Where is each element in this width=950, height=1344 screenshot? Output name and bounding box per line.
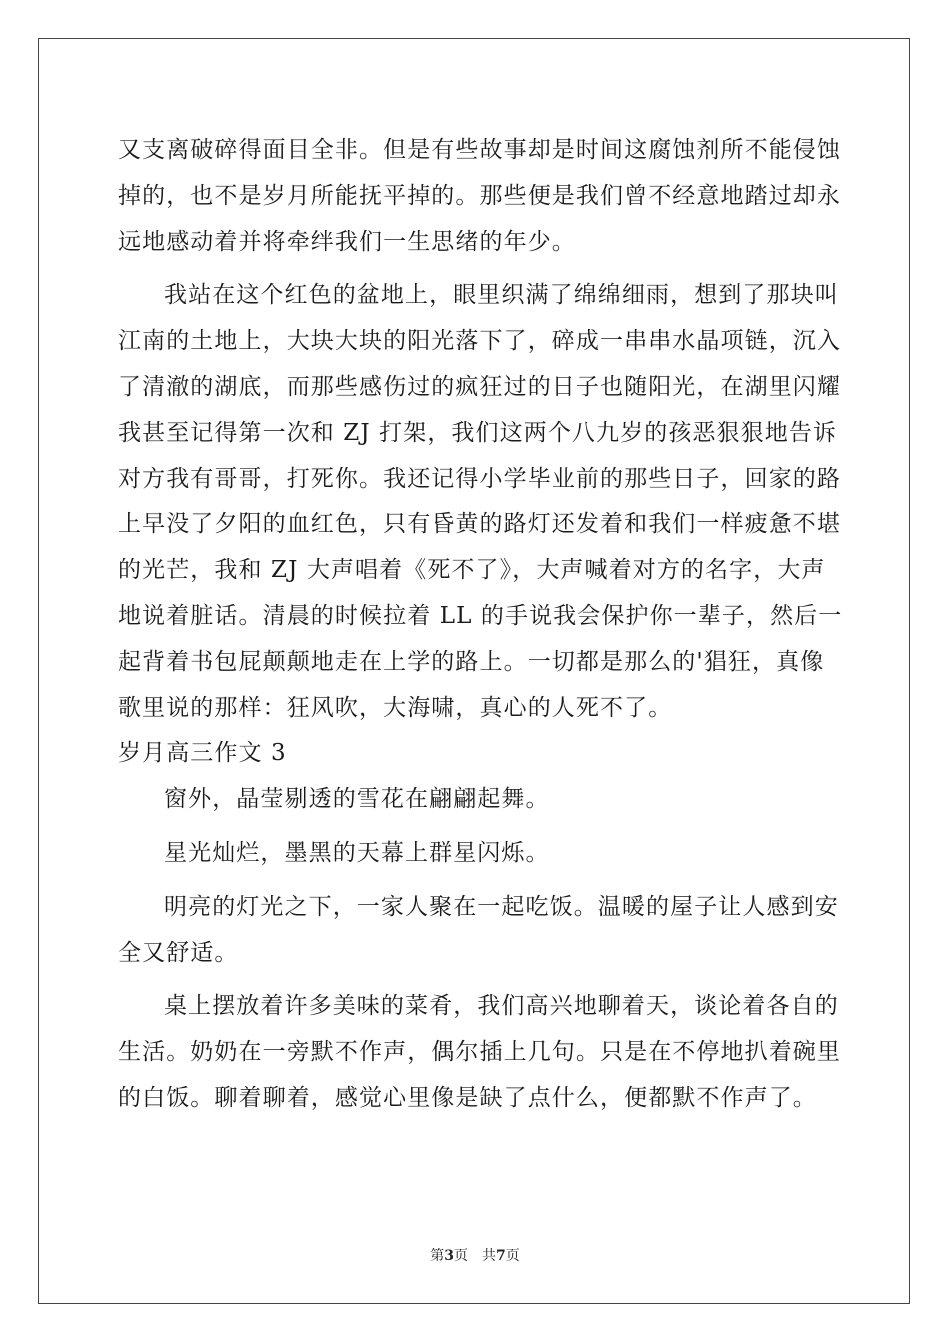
paragraph-start-line: 桌上摆放着许多美味的菜肴，我们高兴地聊着天，谈论着各自的 bbox=[164, 993, 839, 1020]
text-line: 地说着脏话。清晨的时候拉着 LL 的手说我会保护你一辈子，然后一 bbox=[118, 602, 843, 629]
page-unit: 页 bbox=[454, 1248, 468, 1264]
text-line: 掉的，也不是岁月所能抚平掉的。那些便是我们曾不经意地踏过却永 bbox=[118, 182, 841, 209]
page-footer bbox=[0, 1245, 950, 1265]
paragraph-start-line: 星光灿烂，墨黑的天幕上群星闪烁。 bbox=[164, 839, 550, 866]
paragraph-start-line: 明亮的灯光之下，一家人聚在一起吃饭。温暖的屋子让人感到安 bbox=[164, 893, 839, 920]
total-prefix: 共 bbox=[482, 1248, 496, 1264]
text-line: 上早没了夕阳的血红色，只有昏黄的路灯还发着和我们一样疲惫不堪 bbox=[118, 511, 841, 538]
text-line: 我甚至记得第一次和 ZJ 打架，我们这两个八九岁的孩恶狠狠地告诉 bbox=[118, 419, 838, 446]
text-line: 生活。奶奶在一旁默不作声，偶尔插上几句。只是在不停地扒着碗里 bbox=[118, 1039, 841, 1066]
text-line: 江南的土地上，大块大块的阳光落下了，碎成一串串水晶项链，沉入 bbox=[118, 328, 841, 355]
document-body bbox=[118, 128, 843, 1122]
text-line: 的光芒，我和 ZJ 大声唱着《死不了》，大声喊着对方的名字，大声 bbox=[118, 557, 826, 584]
text-line: 又支离破碎得面目全非。但是有些故事却是时间这腐蚀剂所不能侵蚀 bbox=[118, 137, 841, 163]
text-line: 全又舒适。 bbox=[118, 939, 239, 966]
text-line: 的白饭。聊着聊着，感觉心里像是缺了点什么，便都默不作声了。 bbox=[118, 1084, 817, 1111]
current-page-number: 3 bbox=[444, 1248, 454, 1264]
text-line: 歌里说的那样：狂风吹，大海啸，真心的人死不了。 bbox=[118, 694, 673, 721]
paragraph-start-line: 我站在这个红色的盆地上，眼里织满了绵绵细雨，想到了那块叫 bbox=[164, 282, 839, 309]
page-prefix: 第 bbox=[430, 1248, 445, 1264]
text-line: 远地感动着并将牵绊我们一生思绪的年少。 bbox=[118, 228, 576, 255]
total-page-number: 7 bbox=[496, 1248, 506, 1264]
total-unit: 页 bbox=[505, 1248, 520, 1264]
text-line: 起背着书包屁颠颠地走在上学的路上。一切都是那么的'猖狂，真像 bbox=[118, 648, 825, 675]
text-line: 了清澈的湖底，而那些感伤过的疯狂过的日子也随阳光，在湖里闪耀 bbox=[118, 373, 841, 400]
section-heading: 岁月高三作文 3 bbox=[118, 740, 287, 767]
text-line: 对方我有哥哥，打死你。我还记得小学毕业前的那些日子，回家的路 bbox=[118, 465, 841, 492]
paragraph-start-line: 窗外，晶莹剔透的雪花在翩翩起舞。 bbox=[164, 786, 550, 813]
